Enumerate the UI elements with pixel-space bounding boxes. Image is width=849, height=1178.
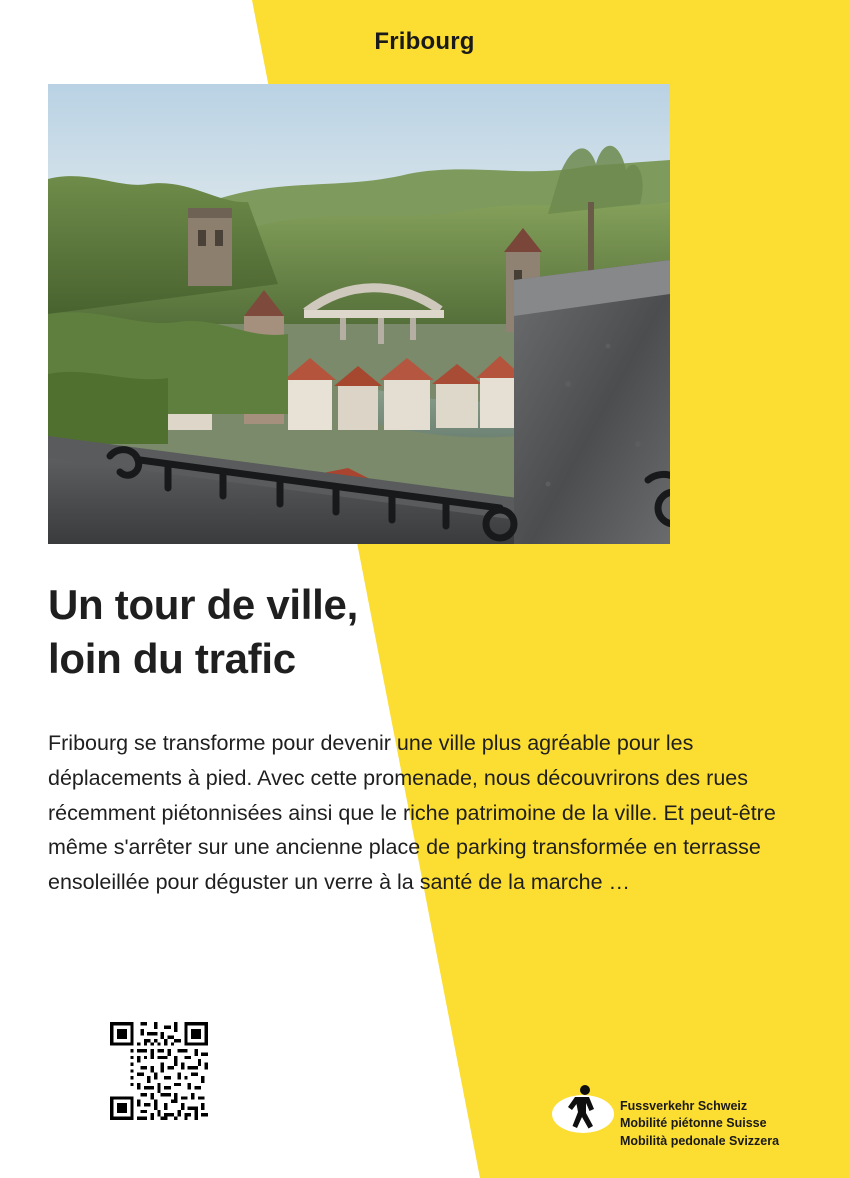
headline (48, 578, 688, 686)
logo-line-it: Mobilità pedonale Svizzera (620, 1133, 780, 1148)
hero-photo (48, 84, 670, 544)
headline-line-1: Un tour de ville, (48, 581, 358, 628)
logo-wordmark (620, 1098, 779, 1150)
page-title: Fribourg (374, 28, 475, 55)
organisation-logo (552, 1078, 812, 1148)
headline-line-2: loin du trafic (48, 634, 296, 682)
body-paragraph: Fribourg se transforme pour devenir une ville plus agréable pour les déplacements à pied. Avec cette promenade, nous découvrirons des rues récemment piétonnisées ainsi que le riche patrimoine de la ville. Et peut-être même s'arrêter sur une ancienne place de parking transformée en terrasse ensoleillée pour déguster un verre à la santé de la marche … (48, 731, 776, 895)
pedestrian-icon (552, 1078, 614, 1140)
logo-line-de: Fussverkehr Schweiz (620, 1099, 748, 1113)
qr-code[interactable] (110, 1022, 208, 1120)
logo-line-fr: Mobilité piétonne Suisse (620, 1116, 767, 1131)
